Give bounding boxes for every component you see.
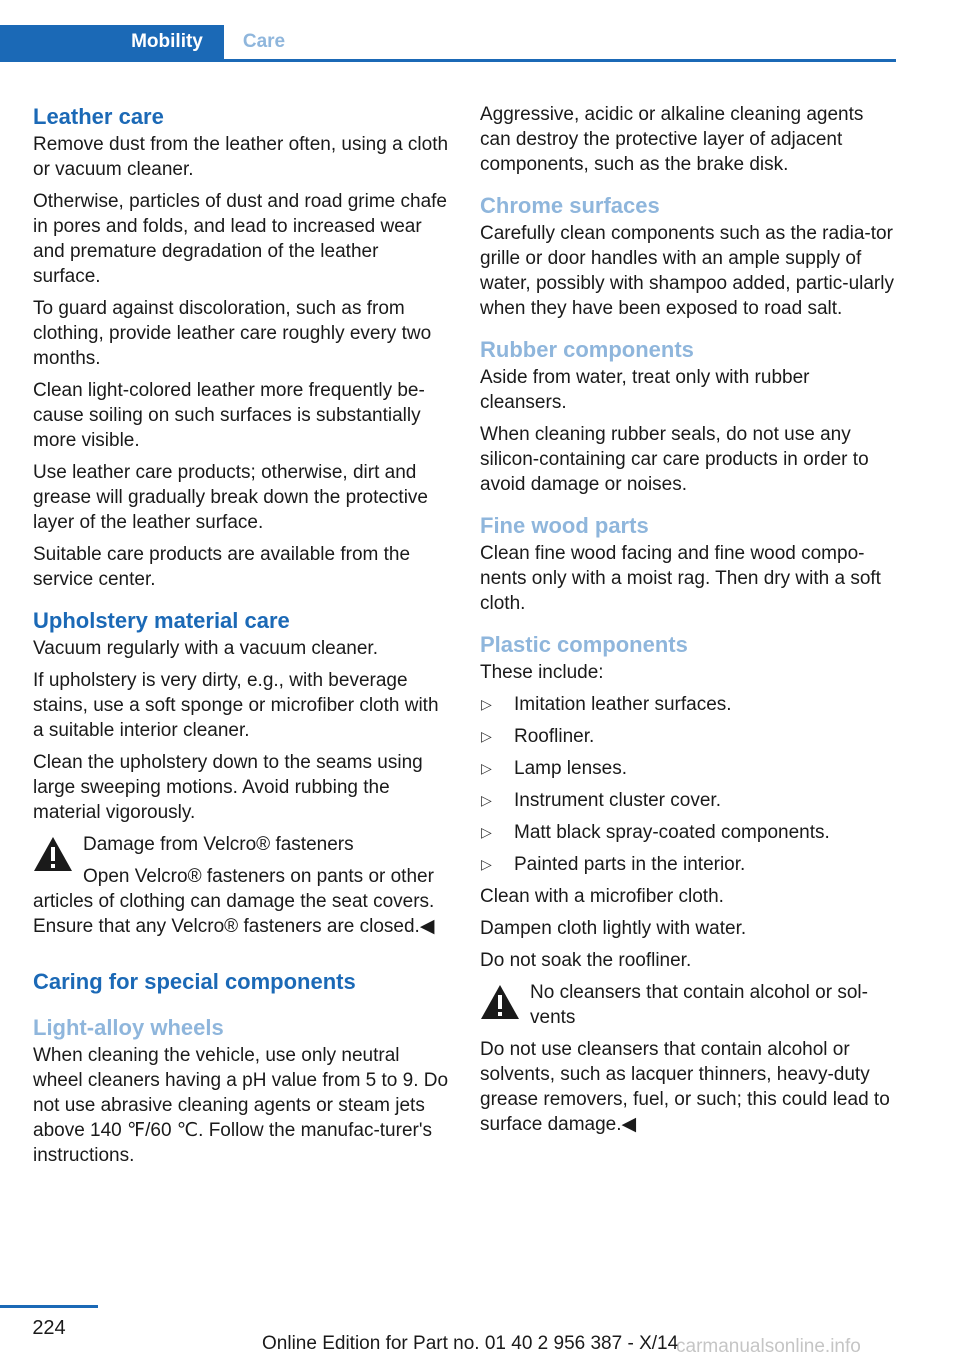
heading-light-alloy-wheels: Light-alloy wheels (33, 1015, 224, 1040)
list-item: ▷ Lamp lenses. (481, 758, 628, 779)
plastic-components-list (480, 692, 896, 877)
warning-text: Do not use cleansers that contain alcohol or solvents, such as lacquer thinners, heavy-duty grease removers, fuel, or such; this could lead to surface damage.◀ (480, 1039, 890, 1135)
paragraph: Carefully clean components such as the radia‐tor grille or door handles with an ample supply of water, possibly with shampoo added, partic‐ularly when they have been exposed to road salt. (480, 223, 894, 319)
heading-rubber-components: Rubber components (480, 337, 694, 362)
heading-plastic-components: Plastic components (480, 632, 688, 657)
bullet-icon: ▷ (481, 856, 492, 872)
footer-rule (0, 1305, 98, 1308)
bullet-icon: ▷ (481, 824, 492, 840)
paragraph: Aside from water, treat only with rubber cleansers. (480, 367, 810, 413)
list-item: ▷ Matt black spray-coated components. (481, 822, 830, 843)
paragraph: If upholstery is very dirty, e.g., with beverage stains, use a soft sponge or microfiber cloth with a suitable interior cleaner. (33, 670, 439, 741)
bullet-icon: ▷ (481, 728, 492, 744)
warning-title: No cleansers that contain alcohol or sol‐vents (530, 982, 868, 1028)
edition-note: Online Edition for Part no. 01 40 2 956 387 - X/14 (262, 1333, 679, 1354)
bullet-icon: ▷ (481, 792, 492, 808)
warning-triangle-icon (33, 836, 73, 872)
paragraph: Clean with a microfiber cloth. (480, 886, 724, 907)
heading-upholstery: Upholstery material care (33, 608, 290, 633)
paragraph: Suitable care products are available from the service center. (33, 544, 411, 590)
paragraph: Clean fine wood facing and fine wood compo‐nents only with a moist rag. Then dry with a soft cloth. (480, 543, 881, 614)
paragraph: Vacuum regularly with a vacuum cleaner. (33, 638, 378, 659)
paragraph: Clean the upholstery down to the seams using large sweeping motions. Avoid rubbing the material vigorously. (33, 752, 423, 823)
bullet-icon: ▷ (481, 760, 492, 776)
page-number: 224 (32, 1317, 66, 1339)
heading-special-components: Caring for special components (33, 969, 356, 994)
tab-care[interactable]: Care (242, 31, 286, 52)
warning-alcohol-solvents (480, 980, 896, 1137)
warning-triangle-icon (480, 984, 520, 1020)
paragraph: Do not soak the roofliner. (480, 950, 692, 971)
bullet-icon: ▷ (481, 696, 492, 712)
heading-chrome-surfaces: Chrome surfaces (480, 193, 660, 218)
list-item: ▷ Roofliner. (481, 726, 595, 747)
paragraph: Aggressive, acidic or alkaline cleaning agents can destroy the protective layer of adjacent components, such as the brake disk. (480, 104, 864, 175)
list-item: ▷ Imitation leather surfaces. (481, 694, 732, 715)
paragraph: When cleaning the vehicle, use only neutral wheel cleaners having a pH value from 5 to 9. Do not use abrasive cleaning agents or steam jets above 140 ℉/60 ℃. Follow the manufac‐turer's instructions. (33, 1045, 449, 1166)
right-column (480, 102, 896, 1144)
paragraph: Dampen cloth lightly with water. (480, 918, 747, 939)
heading-fine-wood-parts: Fine wood parts (480, 513, 649, 538)
heading-leather-care: Leather care (33, 104, 164, 129)
watermark: carmanualsonline.info (676, 1336, 861, 1357)
paragraph: Remove dust from the leather often, using a cloth or vacuum cleaner. (33, 134, 449, 180)
list-item: ▷ Instrument cluster cover. (481, 790, 721, 811)
paragraph: Use leather care products; otherwise, dirt and grease will gradually break down the protective layer of the leather surface. (33, 462, 428, 533)
warning-text: Open Velcro® fasteners on pants or other articles of clothing can damage the seat covers. Ensure that any Velcro® fasteners are closed.◀ (33, 866, 435, 937)
tab-mobility[interactable]: Mobility (110, 25, 224, 59)
paragraph: When cleaning rubber seals, do not use any silicon-containing car care products in order to avoid damage or noises. (480, 424, 869, 495)
header-tab-bar (0, 25, 896, 62)
tab-bar-lead (0, 25, 110, 59)
paragraph: Clean light-colored leather more frequently be‐cause soiling on such surfaces is substantially more visible. (33, 380, 425, 451)
paragraph: These include: (480, 662, 604, 683)
paragraph: Otherwise, particles of dust and road grime chafe in pores and folds, and lead to increased wear and premature degradation of the leather surface. (33, 191, 447, 287)
left-column (33, 102, 451, 1175)
paragraph: To guard against discoloration, such as from clothing, provide leather care roughly every two months. (33, 298, 432, 369)
warning-velcro (33, 832, 451, 939)
warning-title: Damage from Velcro® fasteners (83, 834, 354, 855)
list-item: ▷ Painted parts in the interior. (481, 854, 746, 875)
